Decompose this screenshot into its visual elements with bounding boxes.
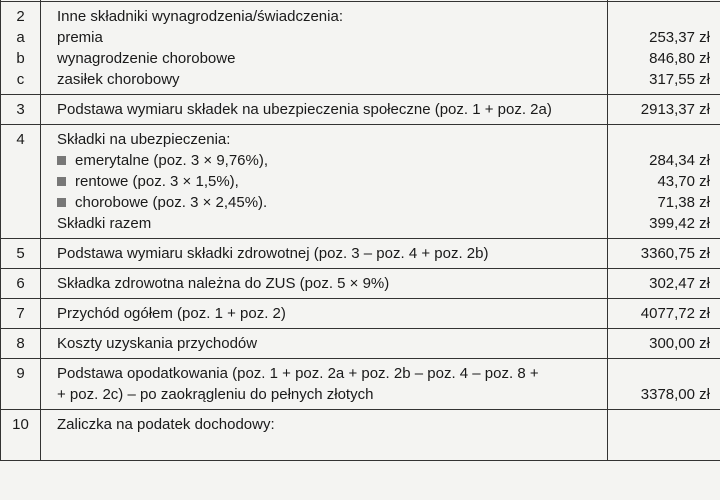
table-row <box>1 95 720 125</box>
table-row <box>1 329 720 359</box>
row-number: 7 <box>16 305 25 322</box>
contribution-item <box>47 171 601 192</box>
sub-item-label: wynagrodzenie chorobowe <box>57 50 236 67</box>
row-number: 6 <box>16 275 25 292</box>
table-row <box>1 299 720 329</box>
table-row <box>1 269 720 299</box>
contributions-total-amount: 399,42 zł <box>649 215 710 232</box>
table-row <box>1 125 720 239</box>
contribution-label: rentowe (poz. 3 × 1,5%), <box>75 173 239 190</box>
contribution-amount: 71,38 zł <box>657 194 710 211</box>
row-description: Koszty uzyskania przychodów <box>57 335 258 352</box>
row-amount: 302,47 zł <box>649 275 710 292</box>
row-description: Zaliczka na podatek dochodowy: <box>57 416 275 433</box>
row-amount: 2913,37 zł <box>640 101 710 118</box>
sub-item-label: premia <box>57 29 103 46</box>
contribution-label: emerytalne (poz. 3 × 9,76%), <box>75 152 269 169</box>
table-row <box>1 2 720 95</box>
sub-item-amount: 317,55 zł <box>649 71 710 88</box>
row-description: Podstawa wymiaru składek na ubezpieczenia społeczne (poz. 1 + poz. 2a) <box>57 101 552 118</box>
contribution-amount: 284,34 zł <box>649 152 710 169</box>
square-bullet-icon <box>57 198 66 207</box>
row-amount: 3378,00 zł <box>640 386 710 403</box>
row-description: Podstawa wymiaru składki zdrowotnej (poz. 3 – poz. 4 + poz. 2b) <box>57 245 489 262</box>
contribution-label: chorobowe (poz. 3 × 2,45%). <box>75 194 268 211</box>
row-letter: b <box>16 50 25 67</box>
row-number: 8 <box>16 335 25 352</box>
contribution-item <box>47 192 601 213</box>
sub-item-amount: 846,80 zł <box>649 50 710 67</box>
row-description: Składka zdrowotna należna do ZUS (poz. 5 × 9%) <box>57 275 390 292</box>
sub-item-label: zasiłek chorobowy <box>57 71 180 88</box>
row-description: Przychód ogółem (poz. 1 + poz. 2) <box>57 305 286 322</box>
row-number: 10 <box>12 416 29 433</box>
row-number: 5 <box>16 245 25 262</box>
square-bullet-icon <box>57 156 66 165</box>
row-description: Inne składniki wynagrodzenia/świadczenia: <box>57 8 343 25</box>
row-letter: a <box>16 29 25 46</box>
row-description: Podstawa opodatkowania (poz. 1 + poz. 2a + poz. 2b – poz. 4 – poz. 8 + <box>57 365 539 382</box>
sub-item-amount: 253,37 zł <box>649 29 710 46</box>
row-amount: 300,00 zł <box>649 335 710 352</box>
contribution-item <box>47 150 601 171</box>
row-amount: 3360,75 zł <box>640 245 710 262</box>
row-description: Składki na ubezpieczenia: <box>57 131 231 148</box>
row-number: 9 <box>16 365 25 382</box>
row-amount: 4077,72 zł <box>640 305 710 322</box>
row-number: 4 <box>16 131 25 148</box>
row-description-continued: + poz. 2c) – po zaokrągleniu do pełnych złotych <box>57 386 374 403</box>
row-letter: c <box>16 71 25 88</box>
contribution-amount: 43,70 zł <box>657 173 710 190</box>
square-bullet-icon <box>57 177 66 186</box>
row-number: 2 <box>16 8 25 25</box>
row-number: 3 <box>16 101 25 118</box>
table-row <box>1 410 720 461</box>
table-row <box>1 359 720 410</box>
contributions-total-label: Składki razem <box>57 215 152 232</box>
table-row <box>1 239 720 269</box>
